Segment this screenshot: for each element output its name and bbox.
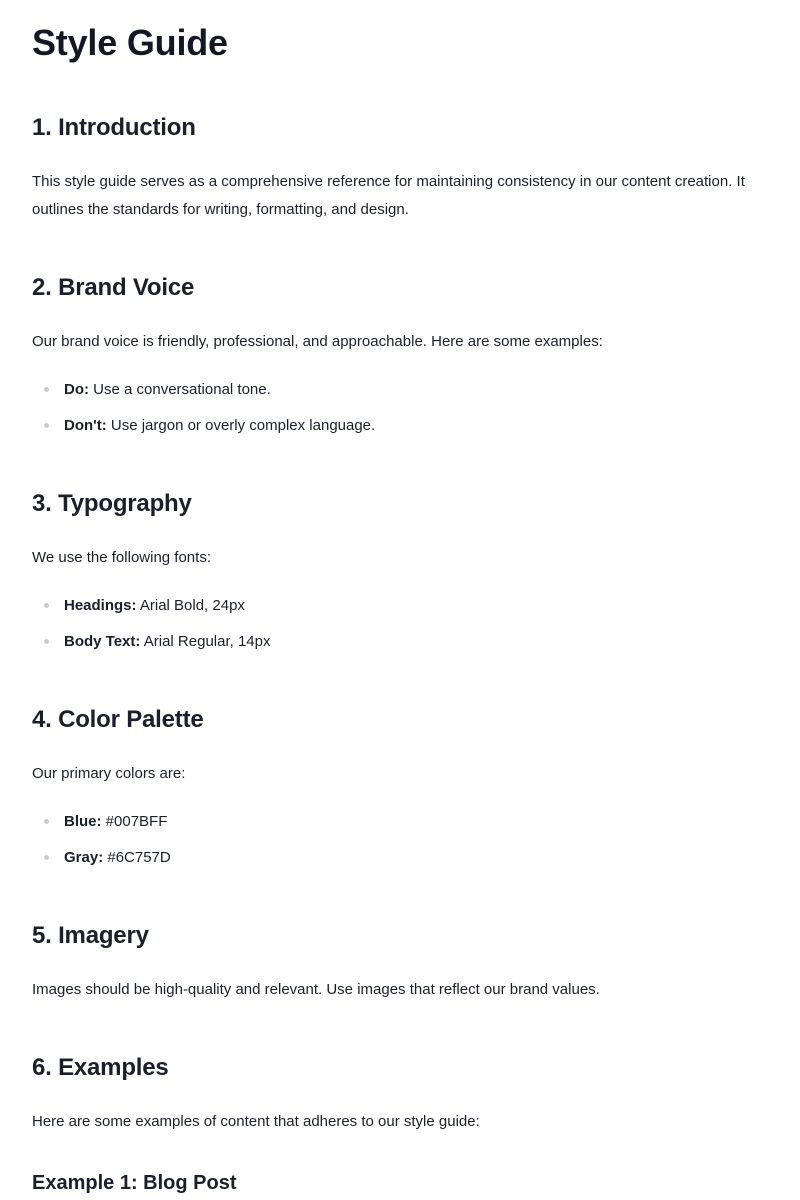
bullet-icon [44,819,49,824]
list-item-text: Use a conversational tone. [89,381,271,398]
list-item [32,631,768,667]
page-title: Style Guide [32,22,228,63]
list-item-label: Do: [64,381,89,398]
list-item [32,847,768,883]
list-item [32,595,768,631]
bullet-icon [44,387,49,392]
section-paragraph-typography: We use the following fonts: [32,549,211,566]
list-item-label: Blue: [64,813,102,830]
list-item-label: Body Text: [64,633,141,650]
list-item-label: Headings: [64,597,137,614]
section-paragraph-color-palette: Our primary colors are: [32,765,186,782]
section-heading-examples: 6. Examples [32,1054,169,1081]
section-paragraph-introduction: This style guide serves as a comprehensive reference for maintaining consistency in our content creation. It outlines the standards for writing, formatting, and design. [32,173,745,218]
section-heading-introduction: 1. Introduction [32,114,196,141]
list-item [32,811,768,847]
list-item-label: Gray: [64,849,104,866]
section-heading-imagery: 5. Imagery [32,922,149,949]
list-item [32,379,768,415]
list-item-text: Arial Bold, 24px [136,597,245,614]
typography-list [32,595,768,667]
list-item-label: Don't: [64,417,107,434]
section-paragraph-imagery: Images should be high-quality and relevant. Use images that reflect our brand values. [32,981,600,998]
section-paragraph-brand-voice: Our brand voice is friendly, professional, and approachable. Here are some examples: [32,333,603,350]
section-heading-typography: 3. Typography [32,490,192,517]
bullet-icon [44,603,49,608]
brand-voice-list [32,379,768,451]
color-palette-list [32,811,768,883]
bullet-icon [44,423,49,428]
bullet-icon [44,639,49,644]
list-item [32,415,768,451]
list-item-text: #007BFF [101,813,168,830]
section-heading-color-palette: 4. Color Palette [32,706,204,733]
list-item-text: Arial Regular, 14px [140,633,271,650]
section-heading-brand-voice: 2. Brand Voice [32,274,195,301]
list-item-text: Use jargon or overly complex language. [106,417,376,434]
list-item-text: #6C757D [103,849,171,866]
section-paragraph-examples: Here are some examples of content that adheres to our style guide: [32,1113,480,1130]
example-subheading: Example 1: Blog Post [32,1172,237,1194]
bullet-icon [44,855,49,860]
